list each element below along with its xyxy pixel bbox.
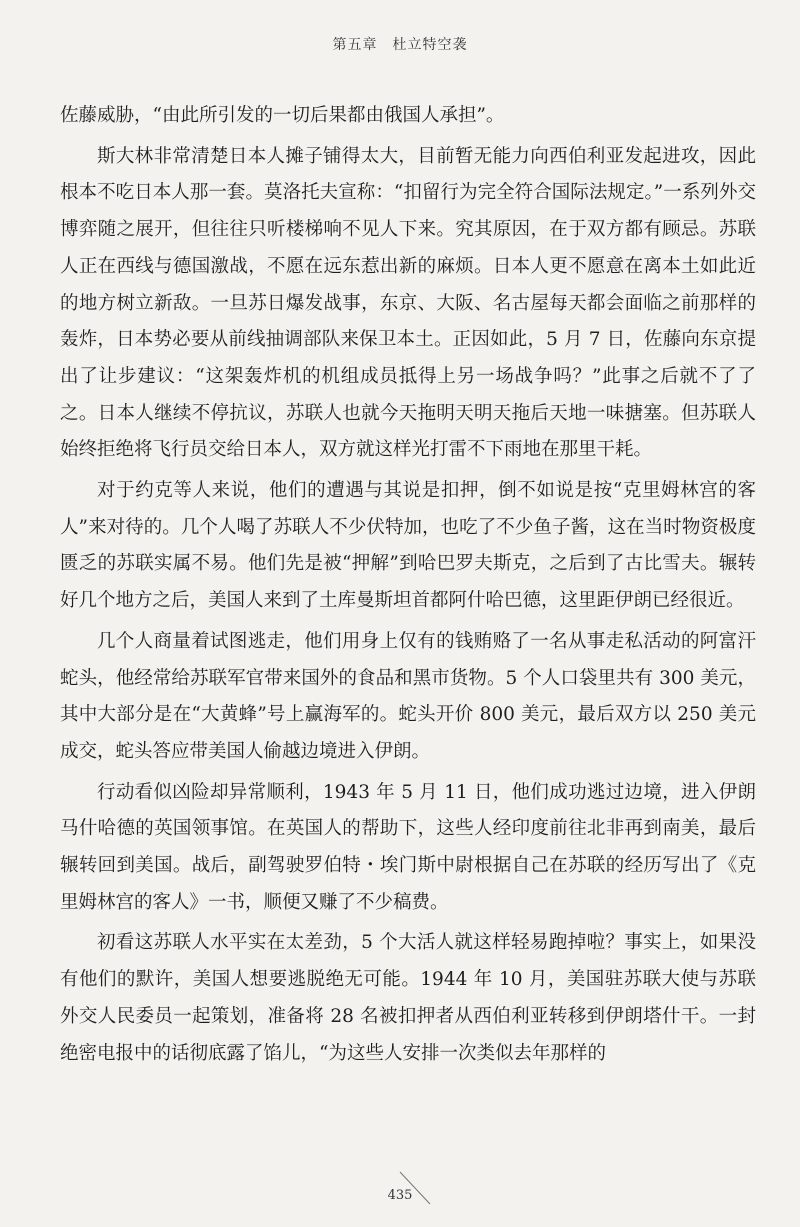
paragraph-4: 几个人商量着试图逃走，他们用身上仅有的钱贿赂了一名从事走私活动的阿富汗蛇头，他经常给苏联军官带来国外的食品和黑市货物。5 个人口袋里共有 300 美元，其中大部分是在“大黄蜂”号上赢海军的。蛇头开价 800 美元，最后双方以 250 美元成交，蛇头答应带美国人偷越边境进入伊朗。	[60, 630, 756, 762]
running-head: 第五章 杜立特空袭	[332, 37, 468, 53]
paragraph-6: 初看这苏联人水平实在太差劲，5 个大活人就这样轻易跑掉啦？事实上，如果没有他们的默许，美国人想要逃脱绝无可能。1944 年 10 月，美国驻苏联大使与苏联外交人民委员一起策划，准备将 28 名被扣押者从西伯利亚转移到伊朗塔什干。一封绝密电报中的话彻底露了馅儿，“为这些人安排一次类似去年那样的	[60, 932, 756, 1064]
paragraph-5: 行动看似凶险却异常顺利，1943 年 5 月 11 日，他们成功逃过边境，进入伊朗马什哈德的英国领事馆。在英国人的帮助下，这些人经印度前往北非再到南美，最后辗转回到美国。战后，副驾驶罗伯特・埃门斯中尉根据自己在苏联的经历写出了《克里姆林宫的客人》一书，顺便又赚了不少稿费。	[60, 781, 756, 913]
paragraph-2: 斯大林非常清楚日本人摊子铺得太大，目前暂无能力向西伯利亚发起进攻，因此根本不吃日本人那一套。莫洛托夫宣称：“扣留行为完全符合国际法规定。”一系列外交博弈随之展开，但往往只听楼梯响不见人下来。究其原因，在于双方都有顾忌。苏联人正在西线与德国激战，不愿在远东惹出新的麻烦。日本人更不愿意在离本土如此近的地方树立新敌。一旦苏日爆发战事，东京、大阪、名古屋每天都会面临之前那样的轰炸，日本势必要从前线抽调部队来保卫本土。正因如此，5 月 7 日，佐藤向东京提出了让步建议：“这架轰炸机的机组成员抵得上另一场战争吗？”此事之后就不了了之。日本人继续不停抗议，苏联人也就今天拖明天明天拖后天地一味搪塞。但苏联人始终拒绝将飞行员交给日本人，双方就这样光打雷不下雨地在那里干耗。	[60, 145, 756, 461]
paragraph-1: 佐藤威胁，“由此所引发的一切后果都由俄国人承担”。	[60, 105, 505, 126]
paragraph-3: 对于约克等人来说，他们的遭遇与其说是扣押，倒不如说是按“克里姆林宫的客人”来对待的。几个人喝了苏联人不少伏特加，也吃了不少鱼子酱，这在当时物资极度匮乏的苏联实属不易。他们先是被“押解”到哈巴罗夫斯克，之后到了古比雪夫。辗转好几个地方之后，美国人来到了土库曼斯坦首都阿什哈巴德，这里距伊朗已经很近。	[60, 480, 756, 612]
body-text	[60, 98, 756, 1076]
page-number: 435	[387, 1188, 413, 1203]
